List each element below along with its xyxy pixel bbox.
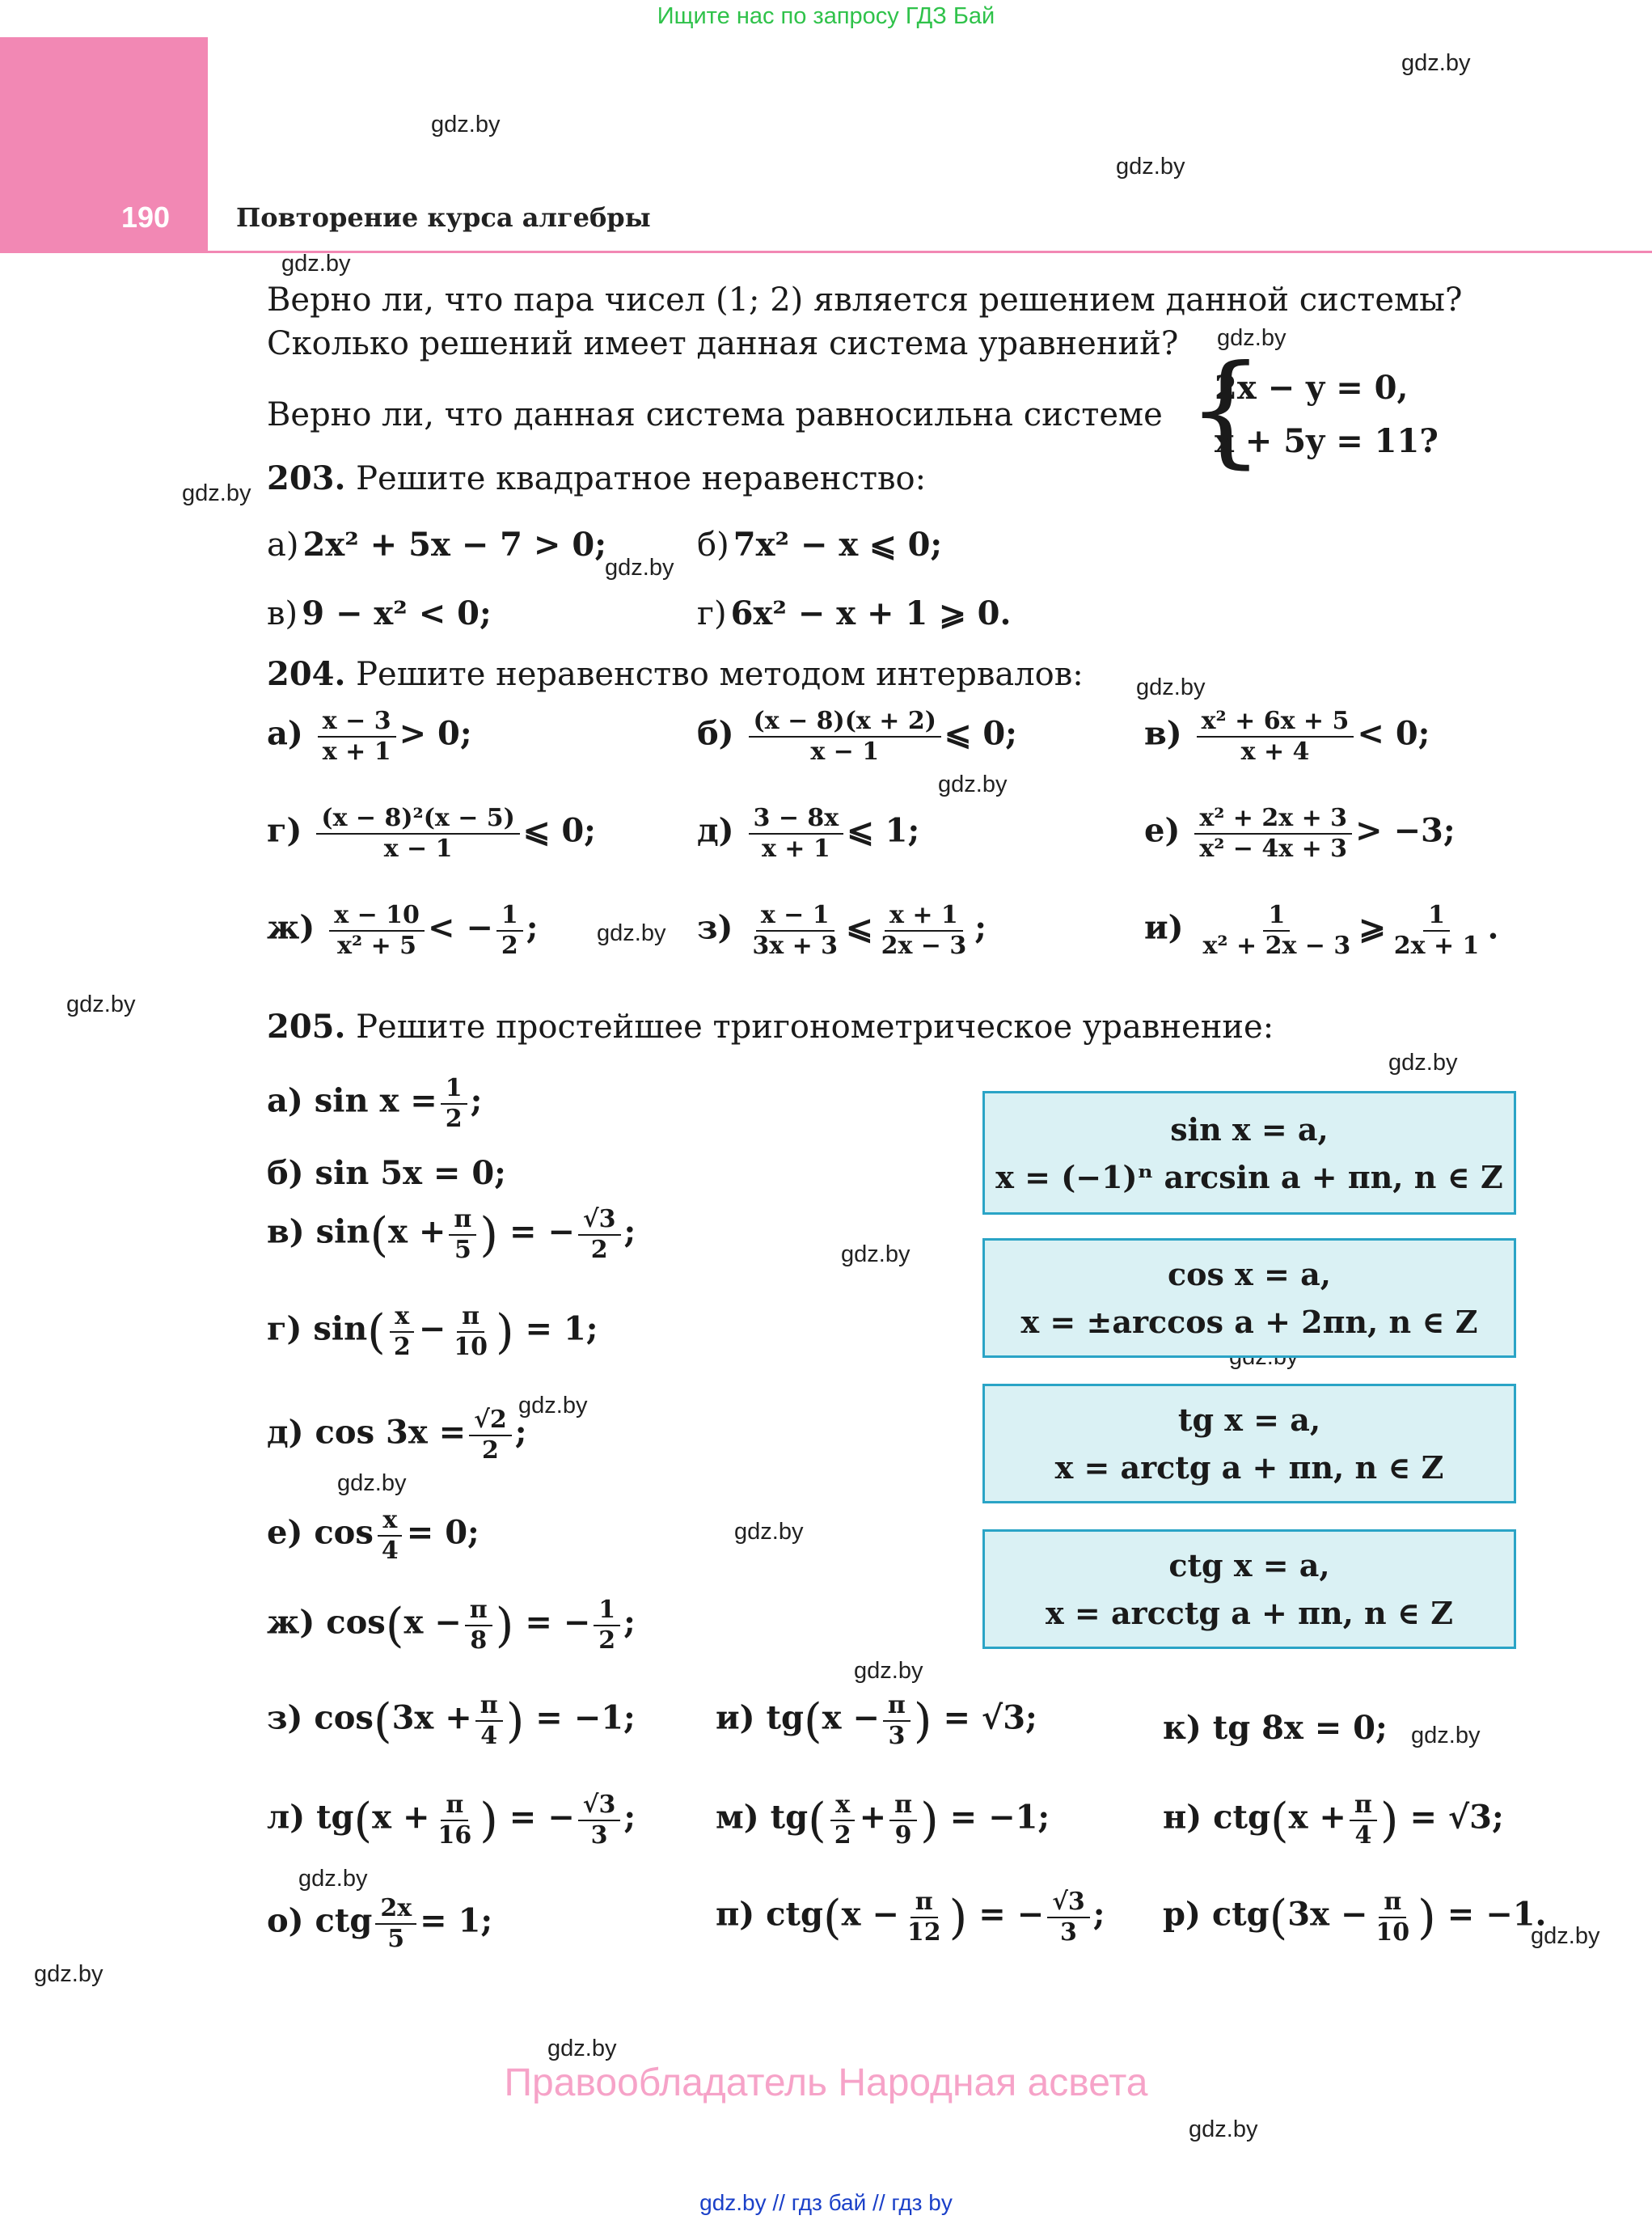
watermark: gdz.by xyxy=(298,1866,368,1892)
ex205-item-n: н) ctg(x + $\frac{\pi}{4}$ ) = √3; xyxy=(1163,1791,1504,1850)
ex205-item-e: е) cos $\frac{x}{4}$ = 0; xyxy=(267,1506,480,1565)
ex205-item-v: в) sin(x + $\frac{\pi}{5}$ ) = − $\frac{√3}{2}$ ; xyxy=(267,1205,636,1264)
watermark: gdz.by xyxy=(1388,1050,1458,1076)
watermark: gdz.by xyxy=(34,1961,104,1987)
watermark: gdz.by xyxy=(518,1393,588,1419)
ex205-item-d: д) cos 3x = $\frac{√2}{2}$ ; xyxy=(267,1406,527,1465)
exercise-title: Решите квадратное неравенство: xyxy=(356,460,927,497)
watermark: gdz.by xyxy=(1411,1723,1481,1748)
watermark: gdz.by xyxy=(547,2036,617,2061)
ex204-item-a: а) $\frac{x - 3}{x + 1}$ > 0; xyxy=(267,707,472,766)
formula-line: sin x = a, xyxy=(1170,1110,1329,1148)
section-title: Повторение курса алгебры xyxy=(236,202,651,233)
ex205-item-z: з) cos(3x + $\frac{\pi}{4}$ ) = −1; xyxy=(267,1691,636,1750)
watermark: gdz.by xyxy=(1401,50,1471,76)
ex205-item-zh: ж) cos(x − $\frac{\pi}{8}$ ) = − $\frac{1}{2}$ ; xyxy=(267,1596,636,1655)
ex205-item-g: г) sin( $\frac{x}{2}$ − $\frac{\pi}{10}$ ) = 1; xyxy=(267,1302,598,1361)
formula-line: x = (−1)ⁿ arcsin a + πn, n ∈ Z xyxy=(995,1158,1503,1195)
ex204-item-v: в) $\frac{\text{x² + 6x + 5}}{x + 4}$ < 0; xyxy=(1144,707,1430,766)
ex205-item-p: п) ctg(x − $\frac{\pi}{12}$ ) = − $\frac{√3}{3}$ ; xyxy=(716,1888,1105,1947)
ex203-item-a xyxy=(267,526,606,564)
formula-line: tg x = a, xyxy=(1177,1402,1321,1438)
exercise-number: 203. xyxy=(267,459,346,497)
watermark: gdz.by xyxy=(1136,674,1206,700)
ex205-item-m: м) tg( $\frac{x}{2}$ + $\frac{\pi}{9}$ ) = −1; xyxy=(716,1791,1050,1850)
ex205-item-a: а) sin x = $\frac{1}{2}$ ; xyxy=(267,1074,483,1133)
watermark: gdz.by xyxy=(431,112,501,137)
exercise-205-heading xyxy=(267,1008,1274,1046)
formula-line: x = arctg a + πn, n ∈ Z xyxy=(1054,1449,1444,1486)
item-expression: 9 − x² < 0; xyxy=(302,594,492,632)
watermark: gdz.by xyxy=(182,480,251,506)
watermark: gdz.by xyxy=(854,1658,923,1684)
watermark: gdz.by xyxy=(734,1519,804,1545)
ex205-item-k: к) tg 8x = 0; xyxy=(1163,1709,1388,1747)
item-expression: 2x² + 5x − 7 > 0; xyxy=(302,526,606,564)
intro-question-3: Верно ли, что данная система равносильна системе xyxy=(267,396,1163,433)
ex203-item-b xyxy=(697,526,942,564)
exercise-204-heading xyxy=(267,655,1084,693)
formula-line: ctg x = a, xyxy=(1168,1547,1330,1583)
system-line-2: x + 5y = 11? xyxy=(1215,422,1439,460)
item-label: б) xyxy=(697,526,729,564)
watermark: gdz.by xyxy=(281,251,351,277)
ex204-item-b: б) $\frac{(x - 8)(x + 2)}{x - 1}$ ⩽ 0; xyxy=(697,707,1017,766)
copyright-notice: Правообладатель Народная асвета xyxy=(504,2061,1148,2104)
watermark: gdz.by xyxy=(597,920,666,946)
ex205-item-o: о) ctg $\frac{2x}{5}$ = 1; xyxy=(267,1894,493,1953)
ex205-item-r: р) ctg(3x − $\frac{\pi}{10}$ ) = −1. xyxy=(1163,1888,1547,1947)
exercise-number: 205. xyxy=(267,1008,346,1046)
formula-line: x = arcctg a + πn, n ∈ Z xyxy=(1045,1595,1453,1631)
item-label: а) xyxy=(267,526,299,564)
ex204-item-d: д) $\frac{3 - 8x}{x + 1}$ ⩽ 1; xyxy=(697,804,920,863)
ex204-item-e: е) $\frac{\text{x² + 2x + 3}}{\text{x² − 4x + 3}}$ > −3; xyxy=(1144,804,1456,863)
page-number-block xyxy=(0,37,208,253)
formula-box-ctg xyxy=(982,1529,1516,1649)
ex205-item-i: и) tg(x − $\frac{\pi}{3}$ ) = √3; xyxy=(716,1691,1037,1750)
ex205-item-l: л) tg(x + $\frac{\pi}{16}$ ) = − $\frac{√3}{3}$ ; xyxy=(267,1791,636,1850)
ex203-item-g xyxy=(697,594,1011,632)
item-label: г) xyxy=(697,595,727,632)
formula-box-cos xyxy=(982,1238,1516,1358)
system-line-1: 2x − y = 0, xyxy=(1215,369,1409,407)
formula-line: cos x = a, xyxy=(1168,1256,1331,1292)
watermark: gdz.by xyxy=(66,991,136,1017)
watermark: gdz.by xyxy=(1217,325,1287,351)
watermark: gdz.by xyxy=(605,555,674,581)
exercise-title: Решите простейшее тригонометрическое уравнение: xyxy=(356,1008,1274,1046)
exercise-title: Решите неравенство методом интервалов: xyxy=(356,656,1084,693)
exercise-number: 204. xyxy=(267,655,346,693)
ex204-item-i: и) $\frac{1}{\text{x² + 2x − 3}}$ ⩾ $\frac{1}{2x + 1}$ . xyxy=(1144,901,1499,960)
header-rule xyxy=(208,251,1652,253)
top-banner: Ищите нас по запросу ГДЗ Бай xyxy=(657,3,995,29)
system-brace: { xyxy=(1187,340,1265,480)
exercise-203-heading xyxy=(267,459,926,497)
watermark: gdz.by xyxy=(938,772,1008,797)
ex204-item-g: г) $\frac{\text{(x − 8)²(x − 5)}}{x - 1}$ ⩽ 0; xyxy=(267,804,596,863)
formula-box-tg xyxy=(982,1384,1516,1503)
watermark: gdz.by xyxy=(1531,1923,1600,1949)
watermark: gdz.by xyxy=(841,1241,911,1267)
intro-question-1: Верно ли, что пара чисел (1; 2) является решением данной системы? xyxy=(267,281,1463,319)
formula-line: x = ±arccos a + 2πn, n ∈ Z xyxy=(1020,1304,1478,1340)
footer-links[interactable]: gdz.by // гдз бай // гдз by xyxy=(699,2190,953,2215)
ex203-item-v xyxy=(267,594,492,632)
ex204-item-zh: ж) $\frac{x - 10}{\text{x² + 5}}$ < − $\frac{1}{2}$ ; xyxy=(267,901,539,960)
item-expression: 6x² − x + 1 ⩾ 0. xyxy=(730,594,1012,632)
formula-box-sin xyxy=(982,1091,1516,1215)
watermark: gdz.by xyxy=(1116,154,1185,180)
watermark: gdz.by xyxy=(1189,2116,1258,2142)
item-expression: 7x² − x ⩽ 0; xyxy=(733,526,943,564)
watermark: gdz.by xyxy=(337,1470,407,1496)
ex204-item-z: з) $\frac{x - 1}{3x + 3}$ ⩽ $\frac{x + 1}{2x - 3}$ ; xyxy=(697,901,987,960)
ex205-item-b: б) sin 5x = 0; xyxy=(267,1154,506,1192)
item-label: в) xyxy=(267,595,298,632)
page-number: 190 xyxy=(121,201,171,234)
intro-question-2: Сколько решений имеет данная система уравнений? xyxy=(267,325,1179,362)
